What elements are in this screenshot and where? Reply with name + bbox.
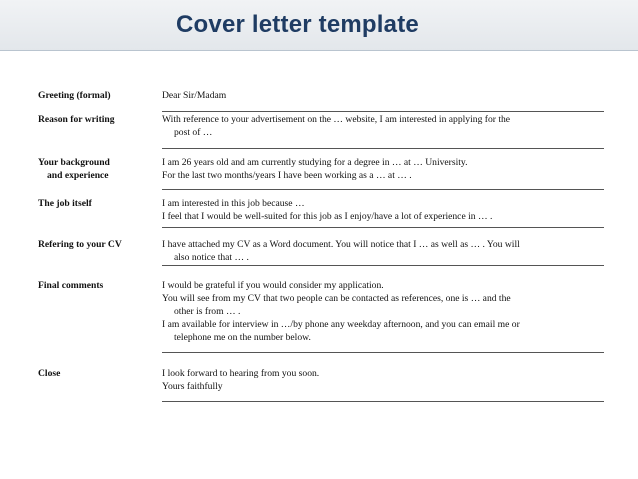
content-line: Yours faithfully	[162, 381, 223, 392]
row-label	[38, 88, 162, 102]
table-row-background	[38, 155, 604, 196]
content-line: I feel that I would be well-suited for this job as I enjoy/have a lot of experience in … .	[162, 211, 493, 222]
row-content	[162, 112, 604, 139]
row-label	[38, 237, 162, 251]
row-divider	[162, 352, 604, 353]
row-divider	[162, 148, 604, 149]
content-line: I look forward to hearing from you soon.	[162, 368, 320, 379]
row-label	[38, 112, 162, 126]
table-row-close	[38, 366, 604, 406]
row-content	[162, 88, 604, 102]
row-label	[38, 155, 162, 182]
content-line: I am 26 years old and am currently studying for a degree in … at … University.	[162, 157, 468, 168]
table-row-greeting	[38, 88, 604, 112]
content-line: For the last two months/years I have been working as a … at … .	[162, 170, 412, 181]
content-line: I have attached my CV as a Word document. You will notice that I … as well as … . You will	[162, 239, 520, 250]
template-table	[38, 88, 604, 406]
content-line: I would be grateful if you would consider my application.	[162, 280, 384, 291]
table-row-cv	[38, 237, 604, 278]
table-row-reason	[38, 112, 604, 155]
row-divider	[162, 189, 604, 190]
content-line: telephone me on the number below.	[174, 332, 311, 343]
row-label-text: Your background	[38, 157, 110, 168]
row-label-text: Greeting (formal)	[38, 90, 111, 101]
row-label-text: Reason for writing	[38, 114, 115, 125]
row-divider	[162, 401, 604, 402]
row-content	[162, 155, 604, 182]
content-line: Dear Sir/Madam	[162, 90, 227, 101]
table-row-job	[38, 196, 604, 237]
row-label-text: Final comments	[38, 280, 104, 291]
row-content	[162, 237, 604, 264]
content-line: I am interested in this job because …	[162, 198, 305, 209]
page-title: Cover letter template	[176, 11, 419, 38]
row-divider	[162, 227, 604, 228]
content-line: also notice that … .	[174, 252, 249, 263]
content-line: With reference to your advertisement on the … website, I am interested in applying for the	[162, 114, 511, 125]
row-label-text: and experience	[47, 170, 109, 181]
row-label	[38, 278, 162, 292]
row-content	[162, 196, 604, 223]
row-label	[38, 196, 162, 210]
content-line: post of …	[174, 127, 213, 138]
content-line: other is from … .	[174, 306, 241, 317]
row-label	[38, 366, 162, 380]
table-row-final-comments	[38, 278, 604, 366]
row-label-text: The job itself	[38, 198, 92, 209]
row-label-text: Close	[38, 368, 61, 379]
row-label-text: Refering to your CV	[38, 239, 122, 250]
content-line: You will see from my CV that two people can be contacted as references, one is … and the	[162, 293, 511, 304]
row-content	[162, 366, 604, 393]
row-content	[162, 278, 604, 344]
row-divider	[162, 265, 604, 266]
content-line: I am available for interview in …/by phone any weekday afternoon, and you can email me or	[162, 319, 520, 330]
